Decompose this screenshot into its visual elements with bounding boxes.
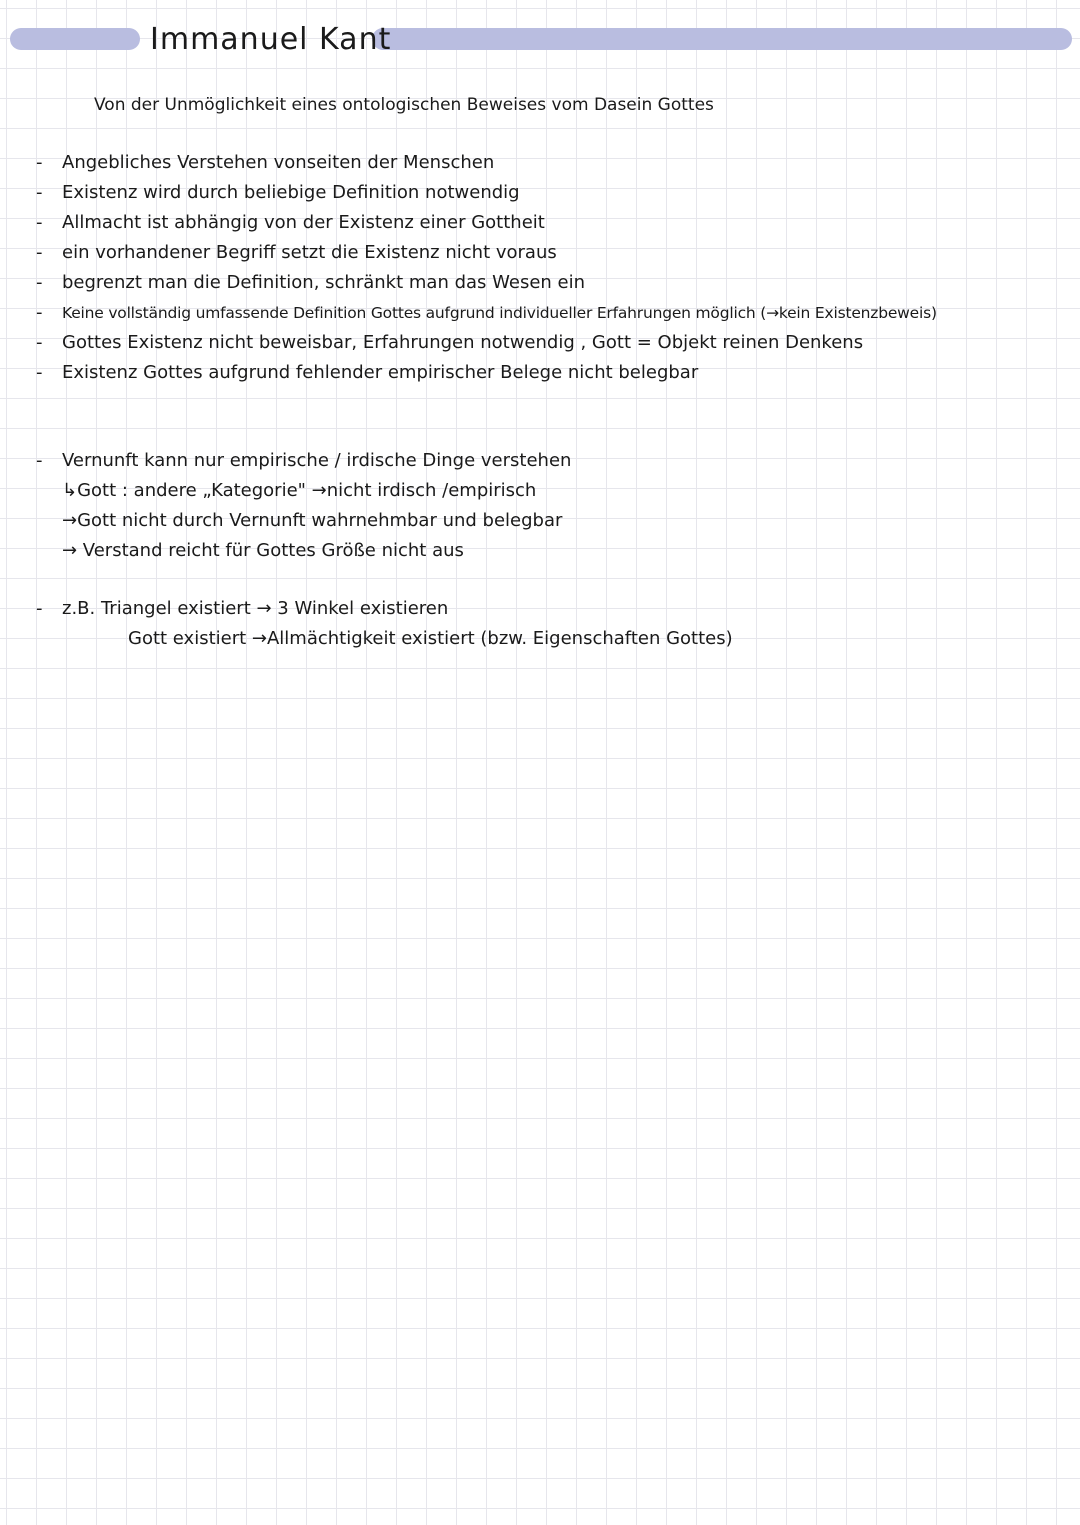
list-item: Gottes Existenz nicht beweisbar, Erfahrungen notwendig , Gott = Objekt reinen Denkens [62,332,864,353]
list-item: ein vorhandener Begriff setzt die Existenz nicht voraus [62,242,557,263]
bullet-dash: - [36,152,43,173]
reason-sub-item: → Verstand reicht für Gottes Größe nicht aus [62,540,464,561]
example-line-1: z.B. Triangel existiert → 3 Winkel existieren [62,598,449,619]
title-highlight-left [10,28,140,50]
page-subtitle: Von der Unmöglichkeit eines ontologischen Beweises vom Dasein Gottes [94,95,714,115]
bullet-dash: - [36,272,43,293]
list-item: Existenz wird durch beliebige Definition notwendig [62,182,520,203]
list-item: begrenzt man die Definition, schränkt man das Wesen ein [62,272,586,293]
bullet-dash: - [36,182,43,203]
reason-sub-item: →Gott nicht durch Vernunft wahrnehmbar und belegbar [62,510,563,531]
bullet-dash: - [36,212,43,233]
bullet-dash: - [36,332,43,353]
list-item: Angebliches Verstehen vonseiten der Menschen [62,152,495,173]
reason-main: Vernunft kann nur empirische / irdische Dinge verstehen [62,450,572,471]
list-item: Keine vollständig umfassende Definition Gottes aufgrund individueller Erfahrungen möglich (→kein Existenzbeweis) [62,304,937,322]
bullet-dash: - [36,362,43,383]
title-highlight-right [372,28,1072,50]
bullet-dash: - [36,302,43,323]
example-line-2: Gott existiert →Allmächtigkeit existiert (bzw. Eigenschaften Gottes) [128,628,733,649]
bullet-dash: - [36,242,43,263]
bullet-dash: - [36,598,43,619]
list-item: Existenz Gottes aufgrund fehlender empirischer Belege nicht belegbar [62,362,699,383]
page-title: Immanuel Kant [150,22,392,57]
reason-sub-item: ↳Gott : andere „Kategorie" →nicht irdisch /empirisch [62,480,537,501]
list-item: Allmacht ist abhängig von der Existenz einer Gottheit [62,212,545,233]
bullet-dash: - [36,450,43,471]
